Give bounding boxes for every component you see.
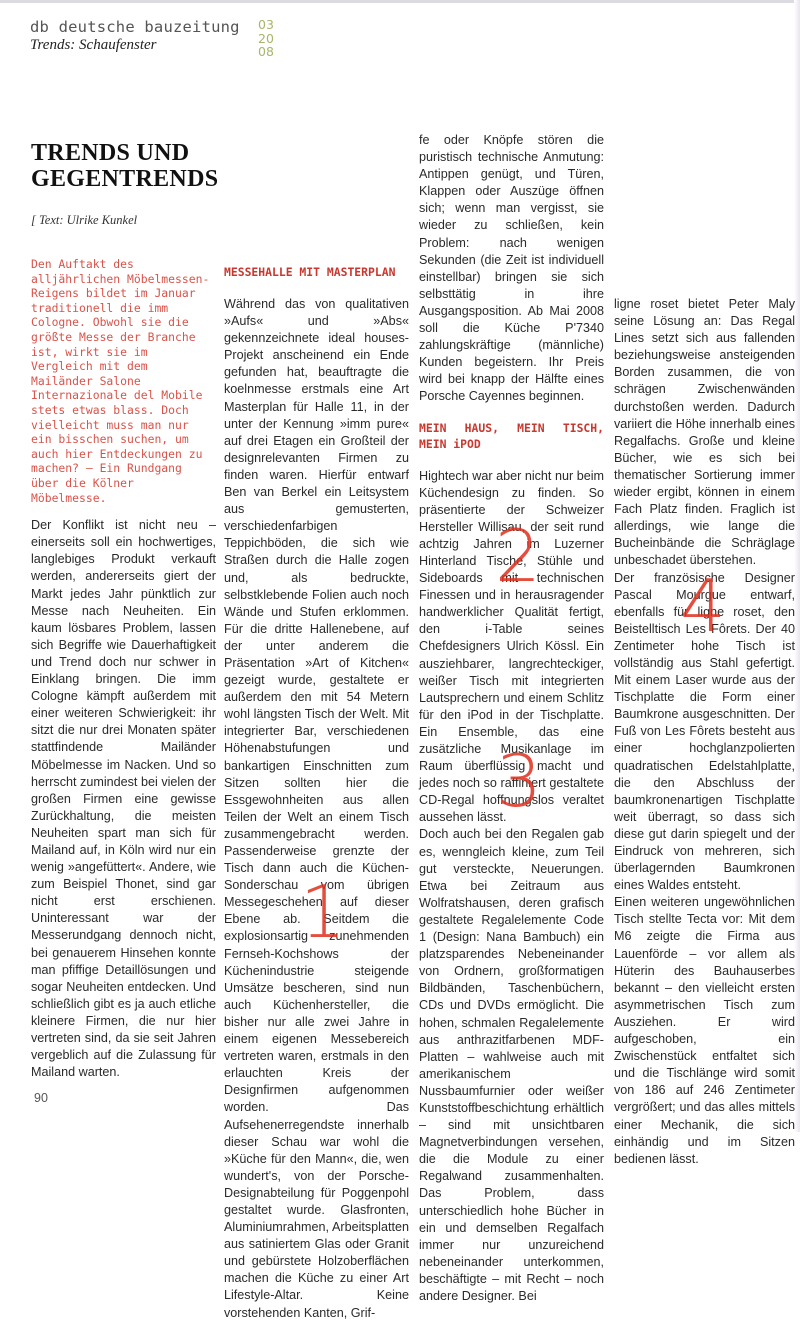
issue-century: 20 (258, 30, 274, 46)
issue-year: 08 (258, 44, 274, 59)
issue-month: 03 (258, 17, 274, 32)
headline-line-1: TRENDS UND (31, 140, 190, 166)
body-paragraph: Doch auch bei den Regalen gab es, wenngleich kleine, zum Teil gut versteckte, Neuerungen. Etwa bei Zeitraum aus Wolfratshausen, deren grafisch gestaltete Regalelemente Code 1 (Design: Nana Bambuch) ein platzsparendes Nebeneinander von Ordnern, großformatigen Bildbänden, Taschenbüchern, CDs und DVDs ermöglicht. Die hohen, schmalen Regalelemente aus anthrazitfarbenen MDF-Platten – wahlweise auch mit amerikanischem Nussbaumfurnier oder weißer Kunststoffbeschichtung erhältlich – sind mit unsichtbaren Magnetverbindungen versehen, die die Module zu einer Regalwand zusammenhalten. Das Problem, dass unterschiedlich hohe Bücher in ein und demselben Regalfach immer nur unzureichend nebeneinander unterkommen, beschäftigte – mit Recht – noch andere Designer. Bei (419, 827, 604, 1303)
page-number: 90 (34, 1091, 48, 1105)
body-paragraph: Der Konflikt ist nicht neu – einerseits soll ein hochwertiges, langlebiges Produkt verkauft werden, andererseits giert der Markt jedes Jahr pünktlich zur Messe nach Neuheiten. Ein kaum lösbares Problem, lassen sich Begriffe wie Dauerhaftigkeit und Trend doch nur schwer in Einklang bringen. Die imm Cologne kämpft außerdem mit einer weiteren Schwierigkeit: ihr sitzt die nur drei Monaten später stattfindende Mailänder Möbelmesse im Nacken. Und so herrscht zumindest bei vielen der großen Firmen eine gewisse Zurückhaltung, die meisten Neuheiten spart man sich für Mailand auf, in Köln wird nur ein wenig »angefüttert«. Andere, wie zum Beispiel Thonet, sind gar nicht erst erschienen. Uninteressant war der Messerundgang dennoch nicht, bei genauerem Hinsehen konnte man pfiffige Detaillösungen und sogar Neuheiten entdecken. Und schließlich gibt es ja auch etliche kleinere Firmen, die nur hier vertreten sind, da sie seit Jahren vergeblich auf die Zulassung für Mailand warten. (31, 518, 216, 1080)
headline-line-2: GEGENTRENDS (31, 166, 219, 192)
column-1 (31, 140, 219, 1081)
figure-marker-2: 2 (495, 514, 541, 598)
figure-marker-1: 1 (300, 870, 346, 954)
body-paragraph: Hightech war aber nicht nur beim Küchendesign zu finden. So präsentierte der Schweizer Hersteller Willisau, der seit rund achtzig Jahren im Luzerner Hinterland Tische, Stühle und Sideboards mit technischen Finessen und in herausragender handwerklicher Qualität fertigt, den i-Table seines Chefdesigners Ulrich Kössl. Ein ausziehbarer, langrechteckiger, weißer Tisch mit integrierten Lautsprechern und einem Schlitz für den iPod in der Tischplatte. Ein Ensemble, das eine zusätzliche Musikanlage im Raum überflüssig macht und jedes noch so raffiniert gestaltete CD-Regal hoffnungslos veraltet aussehen lässt. (419, 468, 604, 825)
masthead (30, 18, 240, 54)
column-3 (419, 132, 604, 1305)
figure-marker-3: 3 (496, 739, 542, 823)
figure-marker-4: 4 (680, 564, 726, 648)
headline (31, 140, 219, 192)
body-paragraph: Während das von qualitativen »Aufs« und »Abs« gekennzeichnete ideal houses-Projekt anscheinend ein Ende gefunden hat, beauftragte die koelnmesse erstmals eine Art Masterplan für Halle 11, in der unter der Kennung »imm pure« auf drei Etagen ein Großteil der designrelevanten Firmen zu finden waren. Hierfür entwarf Ben van Berkel ein Leitsystem aus gemusterten, verschiedenfarbigen Teppichböden, die sich wie Straßen durch die Halle zogen und, als bedruckte, selbstklebende Folien auch noch Wände und Stufen erklommen. Für die dritte Hallenebene, auf der unter anderem die Präsentation »Art of Kitchen« gezeigt wurde, gestaltete er außerdem den mit 54 Metern wohl längsten Tisch der Welt. Mit integrierter Bar, verschiedenen Höhenabstufungen und bankartigen Einschnitten zum Sitzen sollten hier die Essgewohnheiten aus allen Teilen der Welt an einem Tisch zusammengebracht werden. Passenderweise grenzte der Tisch dann auch die Küchen-Sonderschau vom übrigen Messegeschehen auf dieser Ebene ab. Seitdem die explosionsartig zunehmenden Fernseh-Kochshows der Küchenindustrie steigende Umsätze bescheren, sind nun auch Küchenhersteller, die bisher nur alle zwei Jahre in einem eigenen Messebereich vertreten waren, erstmals in den erlauchten Kreis der Designfirmen aufgenommen worden. Das Aufsehenerregendste innerhalb dieser Schau war wohl die »Küche für den Mann«, die, wen wundert's, von der Porsche-Designabteilung für Poggenpohl gestaltet wurde. Glasfronten, Aluminiumrahmen, Arbeitsplatten aus satiniertem Glas oder Granit und gebürstete Holzoberflächen machen die Küche zu einer Art Lifestyle-Altar. Keine vorstehenden Kanten, Grif- (224, 297, 409, 1320)
column-2 (224, 264, 409, 1322)
subheading: MEIN HAUS, MEIN TISCH, MEIN iPOD (419, 420, 604, 451)
body-paragraph: ligne roset bietet Peter Maly seine Lösung an: Das Regal Lines setzt sich aus fallenden beziehungsweise ansteigenden Borden zusammen, die von schrägen Zwischenwänden durchstoßen werden. Dadurch variiert die Höhe innerhalb eines Regalfachs. Große und kleine Bücher, wie es sich bei thematischer Sortierung immer wieder ergibt, können in einem Fach Platz finden. Fraglich ist allerdings, wie lange die Bucheinbände die Schräglage unbeschadet überstehen. (614, 297, 795, 568)
publication-name: db deutsche bauzeitung (30, 18, 240, 36)
body-paragraph: Der französische Designer Pascal Mourgue entwarf, ebenfalls für ligne roset, den Beistelltisch Les Fôrets. Der 40 Zentimeter hohe Tisch ist vollständig aus Stahl gefertigt. Mit einem Laser wurde aus der Tischplatte die Form einer Baumkrone ausgeschnitten. Der Fuß von Les Fôrets besteht aus einer hochglanzpolierten quadratischen Edelstahlplatte, die den Abschluss der baumkronenartigen Tischplatte weit überragt, so dass sich diese gut darin spiegelt und der Eindruck von mehreren, sich überlagernden Baumkronen eines Waldes entsteht. (614, 570, 795, 893)
lead-paragraph: Den Auftakt des alljährlichen Möbelmessen-Reigens bildet im Januar traditionell die imm Cologne. Obwohl sie die größte Messe der Branche ist, wirkt sie im Vergleich mit dem Mailänder Salone Internazionale del Mobile stets etwas blass. Doch vielleicht muss man nur ein bisschen suchen, um auch hier Entdeckungen zu machen? – Ein Rundgang über die Kölner Möbelmesse. (31, 257, 210, 505)
section-name: Trends: Schaufenster (30, 37, 157, 53)
subheading: MESSEHALLE MIT MASTERPLAN (224, 265, 396, 279)
scan-top-edge (0, 0, 800, 3)
byline: [ Text: Ulrike Kunkel (31, 213, 138, 227)
body-paragraph: fe oder Knöpfe stören die puristisch technische Anmutung: Antippen genügt, und Türen, Klappen oder Auszüge öffnen sich; wenn man vergisst, sie wieder zu schließen, kein Problem: nach wenigen Sekunden (die Zeit ist individuell einstellbar) bringen sie sich selbsttätig in ihre Ausgangsposition. Ab Mai 2008 soll die Küche P'7340 zahlungskräftige (männliche) Kunden begeistern. Ihr Preis wird bei knapp der Hälfte eines Porsche Cayennes beginnen. (419, 133, 604, 404)
body-paragraph: Einen weiteren ungewöhnlichen Tisch stellte Tecta vor: Mit dem M6 zeigte die Firma aus Lauenförde – vor allem als Hüterin des Bauhauserbes bekannt – den vielleicht ersten asymmetrischen Tisch zum Ausziehen. Er wird aufgeschoben, ein Zwischenstück entfaltet sich und die Tischlänge wird somit von 186 auf 246 Zentimeter vergrößert; und das alles mittels einer Mechanik, die sich einhändig und im Sitzen bedienen lässt. (614, 895, 795, 1166)
issue-date (258, 18, 274, 59)
column-4 (614, 296, 795, 1168)
